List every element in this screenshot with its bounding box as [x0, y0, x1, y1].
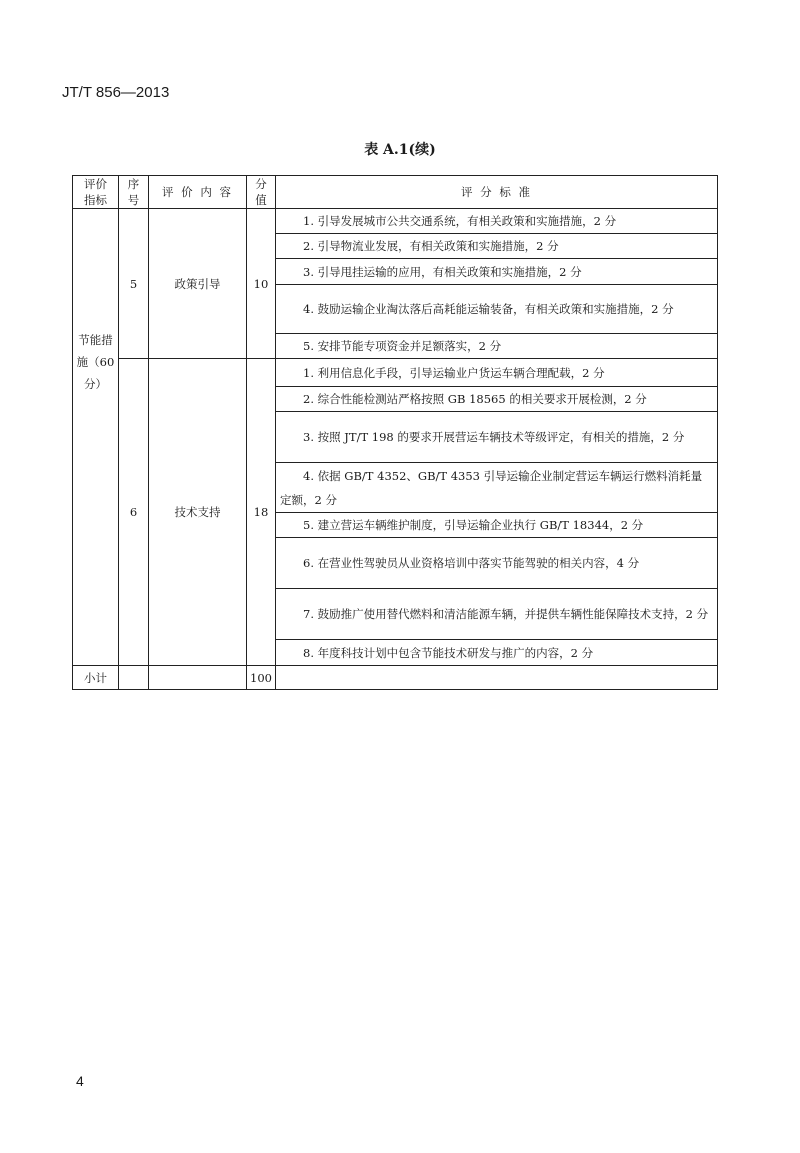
table-row	[73, 209, 718, 234]
group-score: 10	[247, 209, 276, 359]
criterion: 1. 利用信息化手段，引导运输业户货运车辆合理配载，2 分	[276, 359, 718, 387]
criterion: 2. 综合性能检测站严格按照 GB 18565 的相关要求开展检测，2 分	[276, 387, 718, 412]
col-header: 评 价 内 容	[149, 176, 247, 209]
group-no: 6	[119, 359, 149, 666]
standard-number: JT/T 856—2013	[62, 84, 170, 101]
criterion: 5. 安排节能专项资金并足额落实，2 分	[276, 334, 718, 359]
criterion: 2. 引导物流业发展，有相关政策和实施措施，2 分	[276, 234, 718, 259]
empty-cell	[149, 666, 247, 690]
subtotal-score: 100	[247, 666, 276, 690]
criterion: 6. 在营业性驾驶员从业资格培训中落实节能驾驶的相关内容，4 分	[276, 538, 718, 589]
group-score: 18	[247, 359, 276, 666]
criterion: 8. 年度科技计划中包含节能技术研发与推广的内容，2 分	[276, 640, 718, 666]
subtotal-row	[73, 666, 718, 690]
col-header: 分值	[247, 176, 276, 209]
subtotal-label: 小计	[73, 666, 119, 690]
criterion: 4. 依据 GB/T 4352、GB/T 4353 引导运输企业制定营运车辆运行燃料消耗量定额，2 分	[276, 463, 718, 513]
criterion: 4. 鼓励运输企业淘汰落后高耗能运输装备，有相关政策和实施措施，2 分	[276, 285, 718, 334]
criterion: 5. 建立营运车辆维护制度，引导运输企业执行 GB/T 18344，2 分	[276, 513, 718, 538]
group-no: 5	[119, 209, 149, 359]
table-title: 表 A.1(续)	[364, 142, 436, 158]
category-cell: 节能措施（60 分）	[73, 209, 119, 666]
table-row	[73, 359, 718, 387]
criterion: 3. 引导甩挂运输的应用，有相关政策和实施措施，2 分	[276, 259, 718, 285]
group-content: 政策引导	[149, 209, 247, 359]
col-header: 评 分 标 准	[276, 176, 718, 209]
criterion: 3. 按照 JT/T 198 的要求开展营运车辆技术等级评定，有相关的措施，2 分	[276, 412, 718, 463]
empty-cell	[276, 666, 718, 690]
evaluation-table	[72, 175, 718, 690]
col-header: 序号	[119, 176, 149, 209]
criterion: 1. 引导发展城市公共交通系统，有相关政策和实施措施，2 分	[276, 209, 718, 234]
page-number: 4	[76, 1073, 84, 1089]
group-content: 技术支持	[149, 359, 247, 666]
table-header-row	[73, 176, 718, 209]
criterion: 7. 鼓励推广使用替代燃料和清洁能源车辆，并提供车辆性能保障技术支持，2 分	[276, 589, 718, 640]
empty-cell	[119, 666, 149, 690]
col-header: 评价指标	[73, 176, 119, 209]
